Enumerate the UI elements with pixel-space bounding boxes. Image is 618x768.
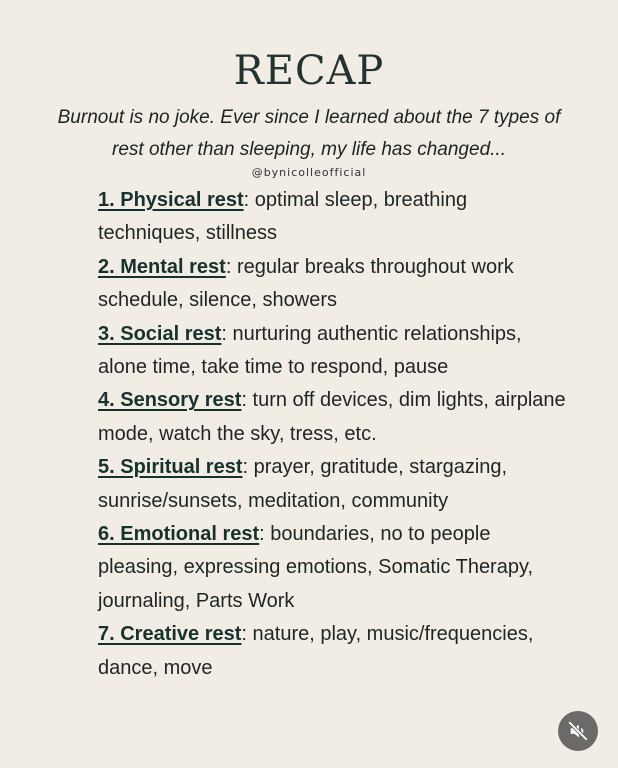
speaker-muted-icon <box>567 720 589 742</box>
list-item-mental-rest <box>98 251 568 318</box>
list-item-description: : optimal sleep, breathing techniques, stillness <box>98 189 468 245</box>
mute-button[interactable] <box>558 711 598 751</box>
list-item-description: : prayer, gratitude, stargazing, sunrise/sunsets, meditation, community <box>98 456 508 512</box>
list-item-term: 4. Sensory rest <box>98 389 242 412</box>
list-item-description: : nature, play, music/frequencies, dance, move <box>98 623 534 679</box>
list-item-creative-rest <box>98 618 568 685</box>
list-item-description: : turn off devices, dim lights, airplane mode, watch the sky, tress, etc. <box>98 389 566 445</box>
list-item-social-rest <box>98 318 568 385</box>
list-item-term: 2. Mental rest <box>98 255 226 278</box>
list-item-term: 7. Creative rest <box>98 623 242 646</box>
list-item-description: : regular breaks throughout work schedule, silence, showers <box>98 255 514 312</box>
list-item-description: : boundaries, no to people pleasing, expressing emotions, Somatic Therapy, journaling, Parts Work <box>98 523 534 612</box>
list-item-term: 6. Emotional rest <box>98 523 260 546</box>
rest-types-list <box>98 184 568 685</box>
page-title: RECAP <box>233 48 385 94</box>
list-item-emotional-rest <box>98 518 568 618</box>
list-item-physical-rest <box>98 184 568 251</box>
list-item-term: 3. Social rest <box>98 322 222 345</box>
list-item-sensory-rest <box>98 384 568 451</box>
author-handle: @bynicolleofficial <box>251 166 367 179</box>
list-item-term: 1. Physical rest <box>98 189 244 211</box>
list-item-term: 5. Spiritual rest <box>98 456 243 479</box>
subtitle: Burnout is no joke. Ever since I learned about the 7 types of rest other than sleeping, my life has changed... <box>57 107 561 160</box>
list-item-spiritual-rest <box>98 451 568 518</box>
list-item-description: : nurturing authentic relationships, alone time, take time to respond, pause <box>98 322 522 379</box>
